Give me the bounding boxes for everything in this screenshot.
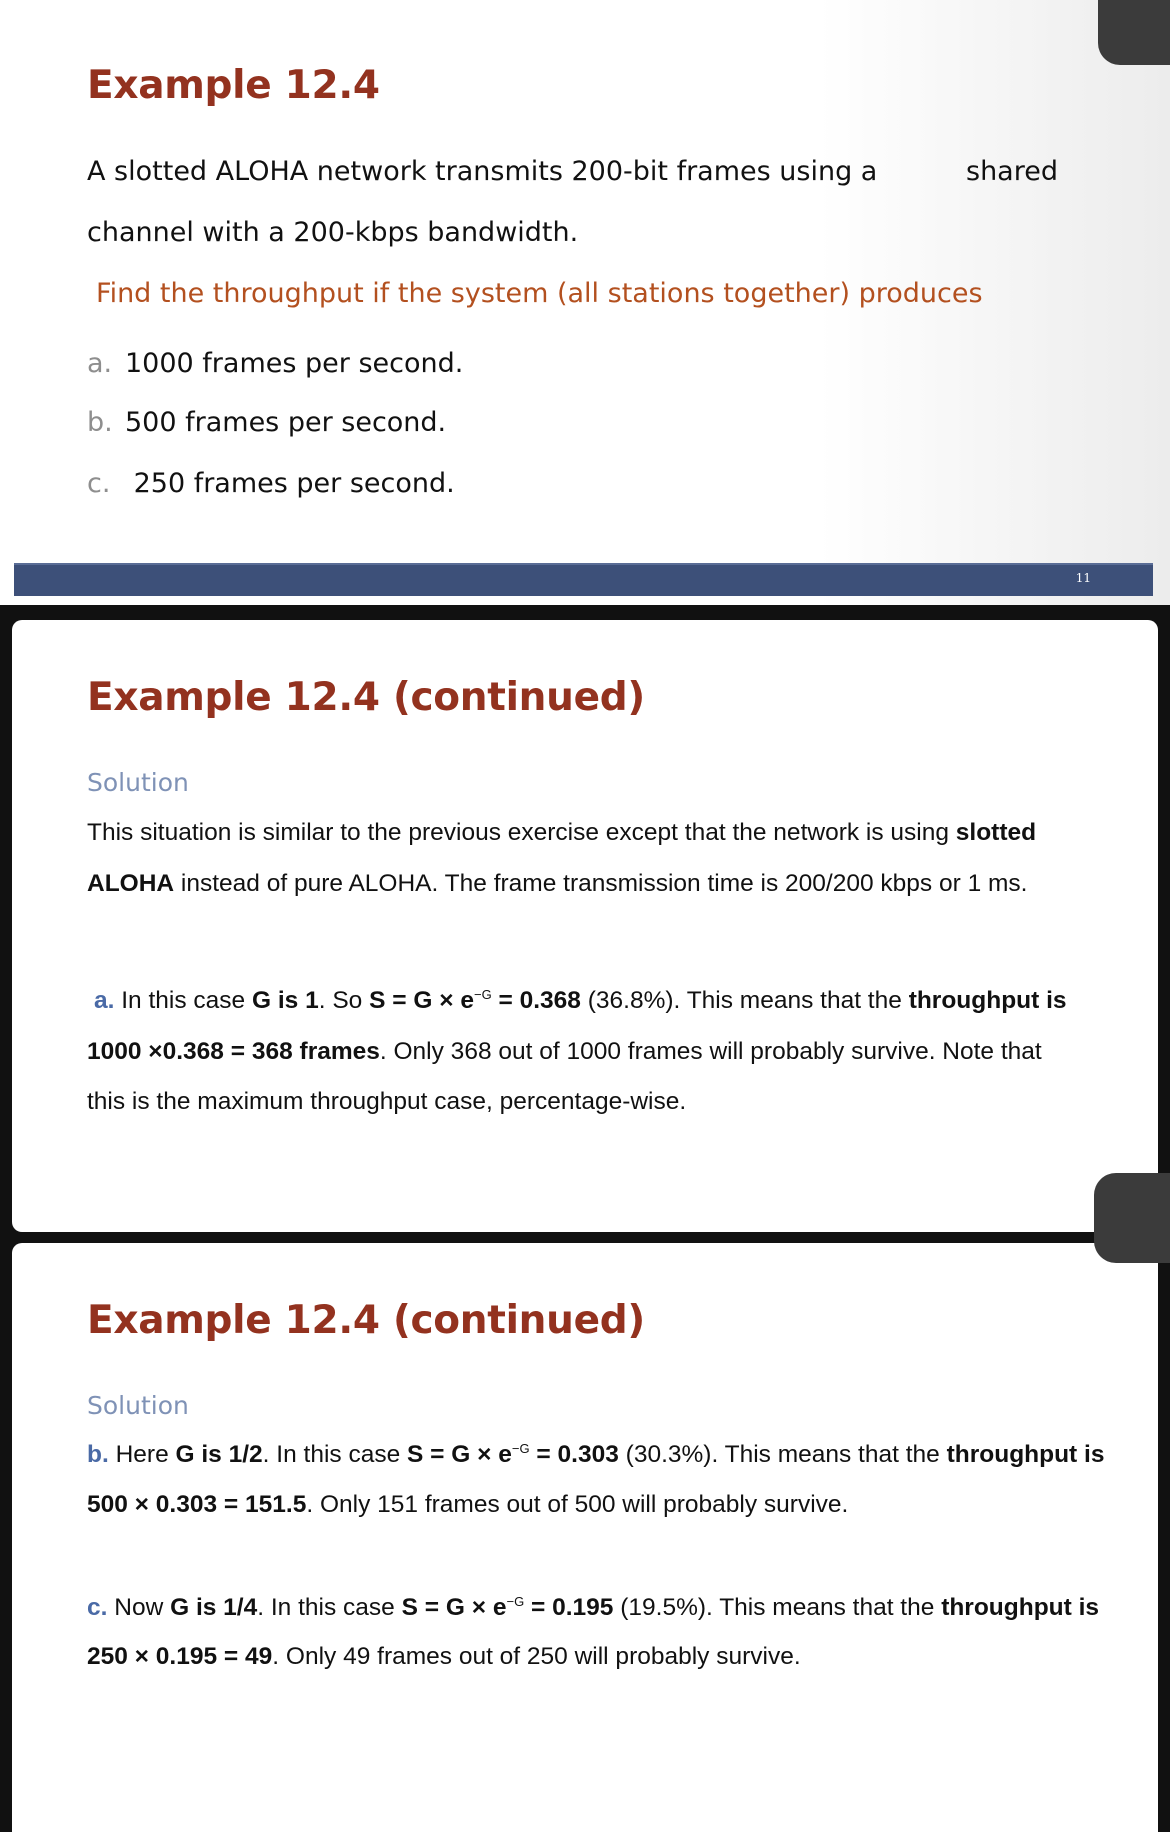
- formula: S = G × e: [401, 1594, 507, 1621]
- formula-exponent: −G: [511, 1440, 530, 1456]
- part-b-line: [87, 1491, 848, 1519]
- slide-2-title: Example 12.4 (continued): [87, 675, 645, 720]
- bold-span: G is 1/2: [175, 1441, 263, 1468]
- text-span: Here: [108, 1441, 176, 1468]
- list-item: [87, 348, 463, 379]
- bold-span: G is 1/4: [170, 1594, 258, 1621]
- text-span: (19.5%). This means that the: [613, 1594, 942, 1621]
- list-marker: b.: [87, 407, 113, 438]
- solution-label: Solution: [87, 1391, 189, 1420]
- text-span: Now: [107, 1594, 171, 1621]
- formula-result: = 0.195: [524, 1594, 614, 1621]
- slide-1: [0, 0, 1170, 605]
- bold-span: 250 × 0.195 = 49: [87, 1643, 273, 1670]
- part-a-line: this is the maximum throughput case, percentage-wise.: [87, 1088, 687, 1115]
- slide-1-title: Example 12.4: [87, 63, 380, 108]
- text-span: . Only 151 frames out of 500 will probably survive.: [306, 1491, 849, 1518]
- slide-3-title: Example 12.4 (continued): [87, 1298, 645, 1343]
- text-span: (36.8%). This means that the: [580, 987, 909, 1014]
- bold-span: throughput is: [941, 1594, 1100, 1621]
- part-b-line: [87, 1441, 1104, 1469]
- question-text: Find the throughput if the system (all stations together) produces: [96, 278, 983, 309]
- text-span: This situation is similar to the previous exercise except that the network is using: [87, 819, 956, 846]
- bold-span: ALOHA: [87, 870, 175, 897]
- list-item: [87, 407, 446, 438]
- list-item: [87, 468, 455, 499]
- problem-line-1: [87, 156, 877, 187]
- list-item-text: 250 frames per second.: [125, 468, 455, 499]
- solution-label: Solution: [87, 768, 189, 797]
- problem-line-1-end: shared: [966, 156, 1058, 187]
- part-marker: c.: [87, 1594, 108, 1621]
- list-item-text: 1000 frames per second.: [125, 348, 464, 379]
- solution-paragraph-line: [87, 819, 1036, 847]
- corner-tab: [1098, 0, 1170, 65]
- formula-exponent: −G: [506, 1593, 525, 1609]
- list-marker: c.: [87, 468, 111, 499]
- formula: S = G × e: [407, 1441, 512, 1468]
- text-span: (30.3%). This means that the: [618, 1441, 947, 1468]
- problem-line-2: channel with a 200-kbps bandwidth.: [87, 217, 579, 248]
- text-span: In this case: [114, 987, 252, 1014]
- problem-line-1-text: A slotted ALOHA network transmits 200-bit frames using a: [87, 156, 878, 187]
- slide-footer-bar: [14, 563, 1153, 596]
- formula-exponent: −G: [473, 986, 492, 1002]
- slide-2: [12, 620, 1158, 1232]
- text-span: . Only 368 out of 1000 frames will probably survive. Note that: [379, 1038, 1042, 1065]
- text-span: . So: [318, 987, 370, 1014]
- part-c-line: [87, 1643, 801, 1671]
- list-item-text: 500 frames per second.: [125, 407, 447, 438]
- bold-span: G is 1: [251, 987, 319, 1014]
- formula: S = G × e: [369, 987, 474, 1014]
- bold-span: throughput is: [908, 987, 1067, 1014]
- list-marker: a.: [87, 348, 113, 379]
- slide-3: [12, 1243, 1158, 1832]
- part-c-line: [87, 1594, 1099, 1622]
- part-a-line: [94, 987, 1067, 1015]
- formula-result: = 0.368: [491, 987, 581, 1014]
- text-span: instead of pure ALOHA. The frame transmission time is 200/200 kbps or 1 ms.: [174, 870, 1028, 897]
- formula-result: = 0.303: [529, 1441, 619, 1468]
- page-number: 11: [1075, 571, 1091, 585]
- solution-paragraph-line: [87, 870, 1027, 898]
- text-span: . Only 49 frames out of 250 will probably survive.: [272, 1643, 801, 1670]
- part-a-line: [87, 1038, 1042, 1066]
- bold-span: slotted: [955, 819, 1037, 846]
- bold-span: 500 × 0.303 = 151.5: [87, 1491, 307, 1518]
- corner-tab: [1094, 1173, 1170, 1263]
- bold-span: throughput is: [946, 1441, 1105, 1468]
- text-span: . In this case: [262, 1441, 408, 1468]
- part-marker: a.: [94, 987, 115, 1014]
- bold-span: 1000 ×0.368 = 368 frames: [87, 1038, 380, 1065]
- part-marker: b.: [87, 1441, 109, 1468]
- text-span: . In this case: [257, 1594, 402, 1621]
